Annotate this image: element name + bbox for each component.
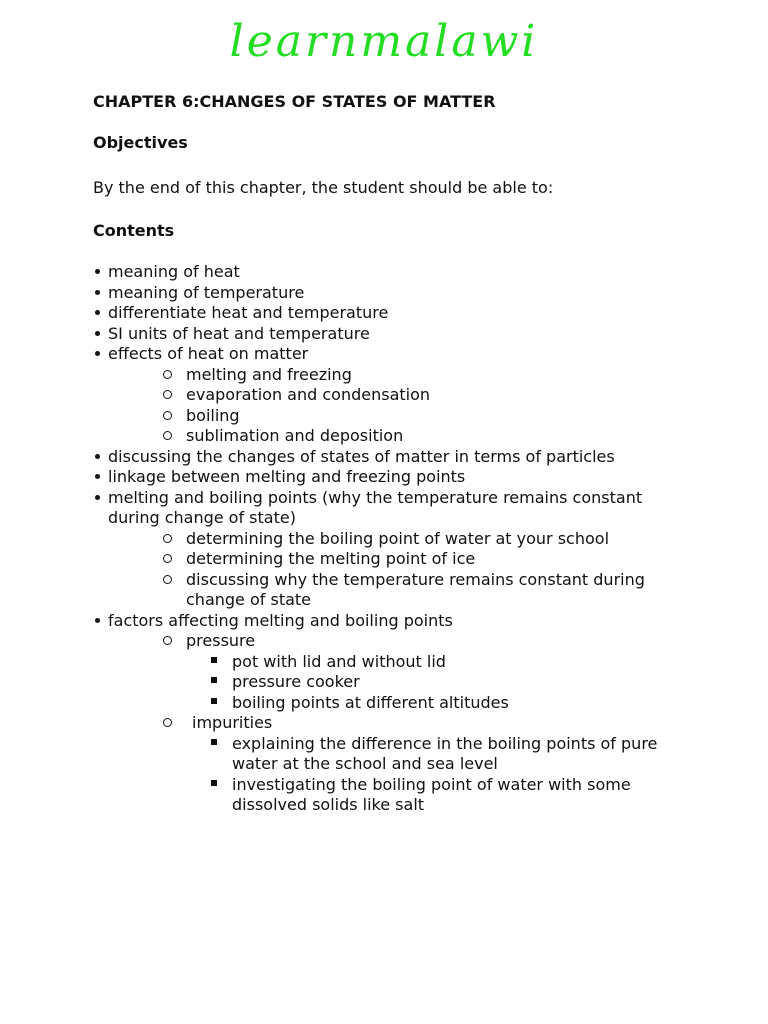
contents-list <box>0 262 768 816</box>
list-item-text: discussing why the temperature remains constant during change of state <box>186 569 645 609</box>
list-item-text: meaning of heat <box>108 262 240 281</box>
list-item-text: differentiate heat and temperature <box>108 303 389 322</box>
list-item-text: pressure cooker <box>232 672 360 691</box>
list-item <box>0 549 768 570</box>
list-item <box>0 385 768 406</box>
list-item-text: effects of heat on matter <box>108 344 309 363</box>
bullet-dot-icon <box>91 303 103 324</box>
list-item-text: linkage between melting and freezing points <box>108 467 466 486</box>
list-item <box>0 303 768 324</box>
list-item-text: SI units of heat and temperature <box>108 323 370 343</box>
list-item <box>0 611 768 632</box>
bullet-square-icon <box>208 693 220 714</box>
list-item-text: melting and freezing <box>186 364 352 384</box>
chapter-title: CHAPTER 6:CHANGES OF STATES OF MATTER <box>93 92 496 111</box>
list-item <box>0 447 768 468</box>
bullet-dot-icon <box>91 488 103 509</box>
list-item-text: explaining the difference in the boiling points of pure water at the school and sea level <box>232 733 658 773</box>
list-item <box>0 631 768 652</box>
bullet-dot-icon <box>91 324 103 345</box>
list-item-text: determining the boiling point of water at your school <box>186 528 610 548</box>
list-item <box>0 693 768 714</box>
bullet-ring-icon <box>161 549 173 570</box>
bullet-ring-icon <box>161 426 173 447</box>
bullet-dot-icon <box>91 344 103 365</box>
list-item-text: melting and boiling points (why the temperature remains constant during change of state) <box>108 487 643 527</box>
list-item <box>0 283 768 304</box>
bullet-dot-icon <box>91 611 103 632</box>
bullet-square-icon <box>208 734 220 755</box>
list-item <box>0 406 768 427</box>
list-item-text: pressure <box>186 631 256 650</box>
bullet-square-icon <box>208 652 220 673</box>
list-item <box>0 365 768 386</box>
list-item <box>0 529 768 550</box>
list-item <box>0 467 768 488</box>
list-item-text: discussing the changes of states of matter in terms of particles <box>108 446 615 466</box>
list-item <box>0 324 768 345</box>
bullet-ring-icon <box>161 385 173 406</box>
objectives-heading: Objectives <box>93 133 188 152</box>
list-item <box>0 488 768 529</box>
list-item <box>0 713 768 734</box>
list-item <box>0 672 768 693</box>
list-item-text: meaning of temperature <box>108 282 305 302</box>
bullet-ring-icon <box>161 713 173 734</box>
contents-heading: Contents <box>93 221 175 240</box>
list-item <box>0 652 768 673</box>
bullet-ring-icon <box>161 365 173 386</box>
bullet-ring-icon <box>161 406 173 427</box>
bullet-dot-icon <box>91 467 103 488</box>
bullet-square-icon <box>208 672 220 693</box>
bullet-ring-icon <box>161 529 173 550</box>
list-item <box>0 775 768 816</box>
bullet-ring-icon <box>161 570 173 591</box>
learnmalawi-logo: learnmalawi <box>229 16 539 67</box>
objectives-text: By the end of this chapter, the student should be able to: <box>93 178 554 197</box>
bullet-dot-icon <box>91 447 103 468</box>
list-item <box>0 344 768 365</box>
list-item-text: boiling points at different altitudes <box>232 692 509 712</box>
list-item <box>0 734 768 775</box>
bullet-dot-icon <box>91 283 103 304</box>
list-item-text: impurities <box>192 713 273 732</box>
list-item-text: pot with lid and without lid <box>232 651 446 671</box>
list-item-text: determining the melting point of ice <box>186 549 476 568</box>
list-item <box>0 570 768 611</box>
bullet-ring-icon <box>161 631 173 652</box>
list-item-text: factors affecting melting and boiling points <box>108 610 453 630</box>
bullet-square-icon <box>208 775 220 796</box>
list-item-text: evaporation and condensation <box>186 385 431 404</box>
list-item <box>0 426 768 447</box>
list-item-text: boiling <box>186 405 240 425</box>
bullet-dot-icon <box>91 262 103 283</box>
list-item-text: investigating the boiling point of water with some dissolved solids like salt <box>232 774 631 814</box>
list-item <box>0 262 768 283</box>
list-item-text: sublimation and deposition <box>186 426 404 445</box>
